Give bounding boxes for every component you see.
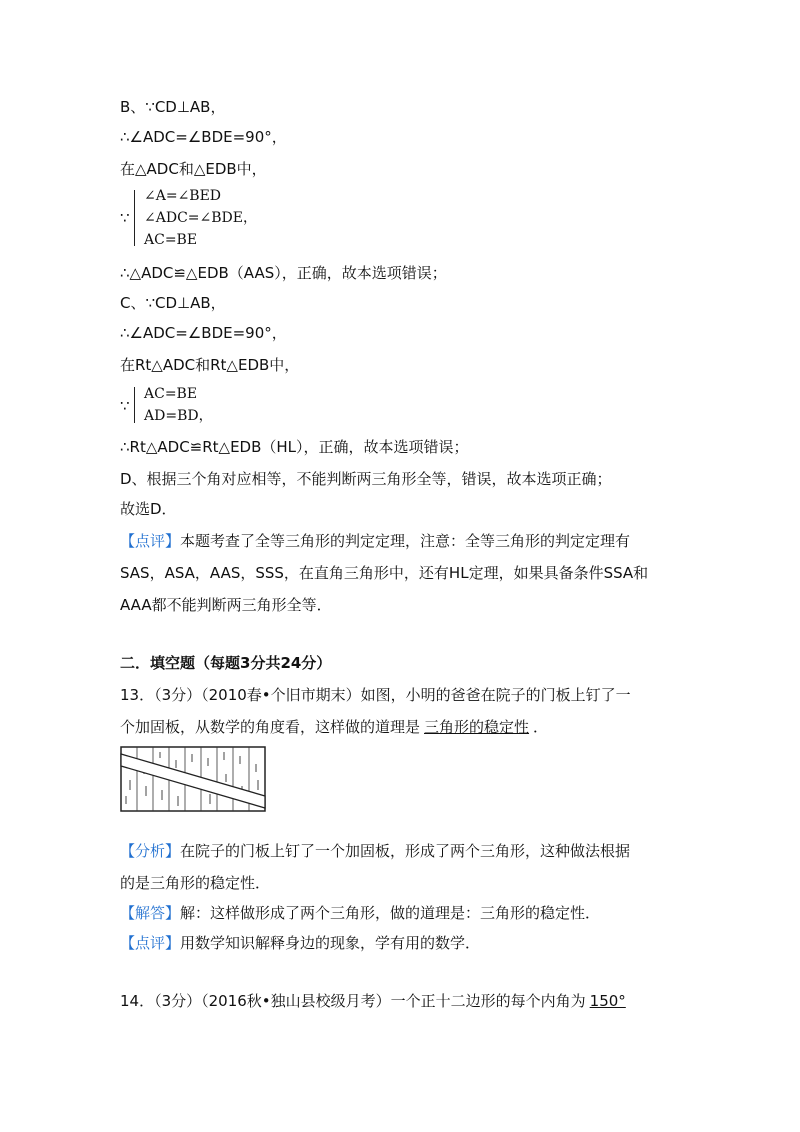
solution-d-line-1: D、根据三个角对应相等，不能判断两三角形全等，错误，故本选项正确； bbox=[120, 470, 612, 488]
review-tag: 【点评】 bbox=[120, 532, 181, 550]
condition-tail: ， bbox=[198, 408, 213, 424]
solution-c-condition-system bbox=[120, 384, 320, 428]
solution-b-conclusion: ∴△ADC≌△EDB（AAS），正确，故本选项错误； bbox=[120, 264, 447, 282]
condition-line bbox=[144, 406, 213, 426]
section-heading: 二．填空题（每题3分共24分） bbox=[120, 654, 332, 672]
q13-stem-text: 个加固板，从数学的角度看，这样做的道理是 bbox=[120, 718, 421, 736]
q13-stem-end: ． bbox=[533, 718, 549, 736]
left-brace bbox=[134, 190, 135, 246]
review-12-line-2: SAS，ASA，AAS，SSS，在直角三角形中，还有HL定理，如果具备条件SSA和 bbox=[120, 564, 649, 582]
review-tag: 【点评】 bbox=[120, 934, 181, 952]
review-12-line-1 bbox=[120, 530, 630, 552]
q14-stem-text: 14．（3分）（2016秋•独山县校级月考）一个正十二边形的每个内角为 bbox=[120, 992, 586, 1010]
analysis-text: 在院子的门板上钉了一个加固板，形成了两个三角形，这种做法根据 bbox=[180, 842, 631, 860]
solution-c-line-3: 在Rt△ADC和Rt△EDB中， bbox=[120, 356, 300, 374]
q13-review-line bbox=[120, 932, 480, 954]
solution-b-line-2: ∴∠ADC=∠BDE=90°， bbox=[120, 128, 287, 146]
condition-line: ∠ADC=∠BDE， bbox=[144, 210, 257, 226]
q13-analysis-line-1 bbox=[120, 840, 630, 862]
review-12-line-3: AAA都不能判断两三角形全等． bbox=[120, 596, 332, 614]
condition-text: AD=BD bbox=[144, 408, 199, 424]
condition-line: ∠A=∠BED bbox=[144, 188, 222, 204]
q14-answer-blank: 150° bbox=[589, 992, 626, 1010]
because-symbol: ∵ bbox=[120, 209, 130, 227]
solution-b-line-3: 在△ADC和△EDB中， bbox=[120, 160, 267, 178]
review-text: 本题考查了全等三角形的判定定理，注意：全等三角形的判定定理有 bbox=[180, 532, 631, 550]
analysis-tag: 【分析】 bbox=[120, 842, 181, 860]
solution-d-final-choice: 故选D． bbox=[120, 500, 177, 518]
solution-c-line-1: C、∵CD⊥AB， bbox=[120, 294, 226, 312]
solution-b-condition-system bbox=[120, 186, 320, 250]
review-text: 用数学知识解释身边的现象，学有用的数学． bbox=[180, 934, 481, 952]
answer-text: 解：这样做形成了两个三角形，做的道理是：三角形的稳定性． bbox=[180, 904, 601, 922]
answer-tag: 【解答】 bbox=[120, 904, 181, 922]
left-brace bbox=[134, 387, 135, 423]
q13-answer-blank: 三角形的稳定性 bbox=[424, 718, 530, 736]
door-board-figure bbox=[120, 746, 266, 812]
q14-stem-line bbox=[120, 990, 630, 1012]
q13-stem-line-2 bbox=[120, 716, 548, 738]
condition-line: AC=BE bbox=[144, 232, 198, 248]
condition-line: AC=BE bbox=[144, 386, 198, 402]
solution-b-line-1: B、∵CD⊥AB， bbox=[120, 98, 226, 116]
q13-stem-line-1: 13．（3分）（2010春•个旧市期末）如图，小明的爸爸在院子的门板上钉了一 bbox=[120, 686, 631, 704]
because-symbol: ∵ bbox=[120, 397, 130, 415]
solution-c-conclusion: ∴Rt△ADC≌Rt△EDB（HL），正确，故本选项错误； bbox=[120, 438, 469, 456]
solution-c-line-2: ∴∠ADC=∠BDE=90°， bbox=[120, 324, 287, 342]
q13-analysis-line-2: 的是三角形的稳定性． bbox=[120, 874, 271, 892]
q13-answer-line bbox=[120, 902, 600, 924]
